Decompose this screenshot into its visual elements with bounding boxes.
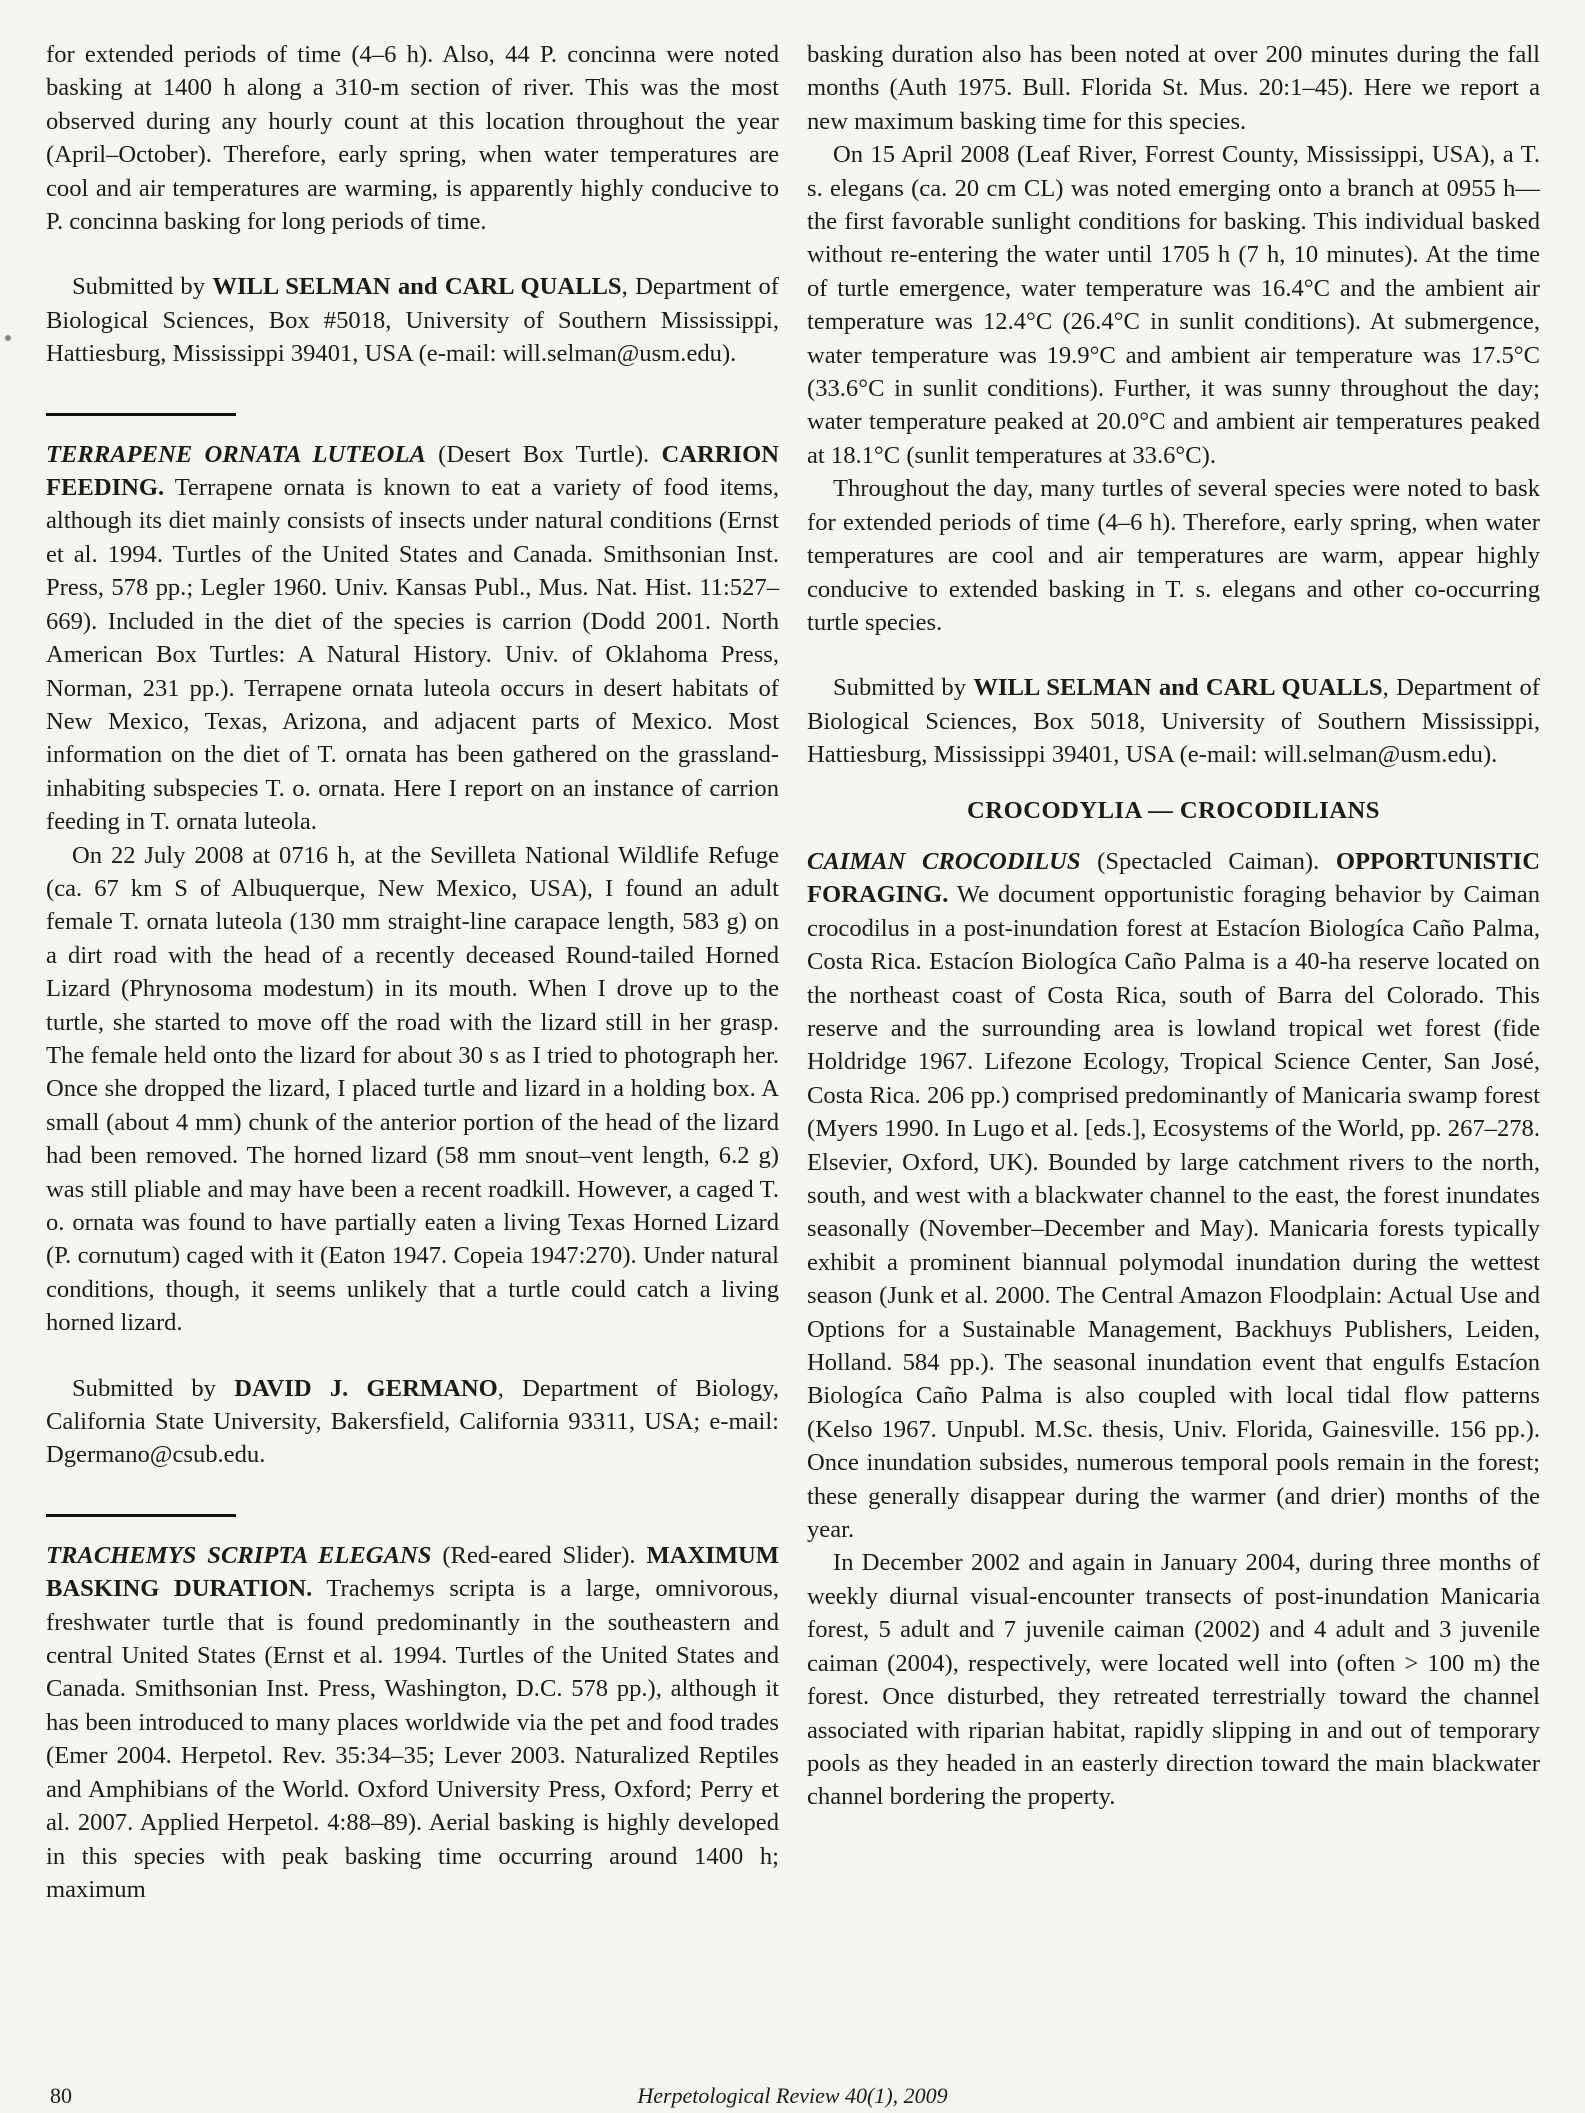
- section-heading: CROCODYLIA — CROCODILIANS: [967, 796, 1380, 824]
- article-divider: [46, 413, 236, 416]
- submitter-note-1: Submitted by WILL SELMAN and CARL QUALLS, Department of Biological Sciences, Box #5018, University of Southern Mississippi, Hattiesburg, Mississippi 39401, USA (e-mail: will.selman@usm.edu).: [46, 273, 779, 368]
- article-caiman-body: In December 2002 and again in January 2004, during three months of weekly diurnal visual-encounter transects of post-inundation Manicaria forest, 5 adult and 7 juvenile caiman (2002) and 4 adult and 3 juvenile caiman (2004), respectively, were located well into (often > 100 m) the forest. Once disturbed, they retreated terrestrially toward the channel associated with riparian habitat, rapidly slipping in and out of temporary pools as they headed in an easterly direction toward the main blackwater channel bordering the property.: [807, 1549, 1540, 1811]
- left-column: [46, 38, 779, 1906]
- article-trachemys-lead: TRACHEMYS SCRIPTA ELEGANS (Red-eared Slider). MAXIMUM BASKING DURATION. Trachemys scripta is a large, omnivorous, freshwater turtle that is found predominantly in the southeastern and central United States (Ernst et al. 1994. Turtles of the United States and Canada. Smithsonian Inst. Press, Washington, D.C. 578 pp.), although it has been introduced to many places worldwide via the pet and food trades (Emer 2004. Herpetol. Rev. 35:34–35; Lever 2003. Naturalized Reptiles and Amphibians of the World. Oxford University Press, Oxford; Perry et al. 2007. Applied Herpetol. 4:88–89). Aerial basking is highly developed in this species with peak basking time occurring around 1400 h; maximum: [46, 1541, 780, 1903]
- journal-footer: Herpetological Review 40(1), 2009: [637, 2083, 948, 2108]
- article-terrapene-lead: TERRAPENE ORNATA LUTEOLA (Desert Box Turtle). CARRION FEEDING. Terrapene ornata is known to eat a variety of food items, although its diet mainly consists of insects under natural conditions (Ernst et al. 1994. Turtles of the United States and Canada. Smithsonian Inst. Press, 578 pp.; Legler 1960. Univ. Kansas Publ., Mus. Nat. Hist. 11:527–669). Included in the diet of the species is carrion (Dodd 2001. North American Box Turtles: A Natural History. Univ. of Oklahoma Press, Norman, 231 pp.). Terrapene ornata luteola occurs in desert habitats of New Mexico, Texas, Arizona, and adjacent parts of Mexico. Most information on the diet of T. ornata has been gathered on the grassland-inhabiting subspecies T. o. ornata. Here I report on an instance of carrion feeding in T. ornata luteola.: [46, 440, 779, 836]
- submitter-names: WILL SELMAN and CARL QUALLS: [973, 674, 1383, 702]
- scan-speck: [5, 335, 11, 341]
- submitter-note-3: Submitted by WILL SELMAN and CARL QUALLS, Department of Biological Sciences, Box 5018, University of Southern Mississippi, Hattiesburg, Mississippi 39401, USA (e-mail: will.selman@usm.edu).: [807, 674, 1540, 769]
- species-name: TERRAPENE ORNATA LUTEOLA: [46, 440, 426, 468]
- article-trachemys-body: On 15 April 2008 (Leaf River, Forrest County, Mississippi, USA), a T. s. elegans (ca. 20 cm CL) was noted emerging onto a branch at 0955 h—the first favorable sunlight conditions for basking. This individual basked without re-entering the water until 1705 h (7 h, 10 minutes). At the time of turtle emergence, water temperature was 16.4°C and the ambient air temperature was 12.4°C (26.4°C in sunlit conditions). At submergence, water temperature was 19.9°C and ambient air temperature was 17.5°C (33.6°C in sunlit conditions). Further, it was sunny throughout the day; water temperature peaked at 20.0°C and ambient air temperatures peaked at 18.1°C (sunlit temperatures at 33.6°C).: [807, 141, 1540, 469]
- article-caiman-lead: CAIMAN CROCODILUS (Spectacled Caiman). OPPORTUNISTIC FORAGING. We document opportunistic foraging behavior by Caiman crocodilus in a post-inundation forest at Estacíon Biologíca Caño Palma, Costa Rica. Estacíon Biologíca Caño Palma is a 40-ha reserve located on the northeast coast of Costa Rica, south of Barra del Colorado. This reserve and the surrounding area is lowland tropical wet forest (fide Holdridge 1967. Lifezone Ecology, Tropical Science Center, San José, Costa Rica. 206 pp.) comprised predominantly of Manicaria swamp forest (Myers 1990. In Lugo et al. [eds.], Ecosystems of the World, pp. 267–278. Elsevier, Oxford, UK). Bounded by large catchment rivers to the north, south, and west with a blackwater channel to the east, the forest inundates seasonally (November–December and May). Manicaria forests typically exhibit a prominent biannual polymodal inundation during the wettest season (Junk et al. 2000. The Central Amazon Floodplain: Actual Use and Options for a Sustainable Management, Backhuys Publishers, Leiden, Holland. 584 pp.). The seasonal inundation event that engulfs Estacíon Biologíca Caño Palma is also coupled with local tidal flow patterns (Kelso 1967. Unpubl. M.Sc. thesis, Univ. Florida, Gainesville. 156 pp.). Once inundation subsides, numerous temporal pools remain in the forest; these generally disappear during the warmer (and drier) months of the year.: [807, 847, 1540, 1544]
- species-name: CAIMAN CROCODILUS: [807, 847, 1081, 875]
- article-topic: OPPORTUNISTIC FORAGING.: [807, 847, 1540, 909]
- page-number: 80: [50, 2083, 72, 2108]
- article-divider: [46, 1514, 236, 1517]
- continued-paragraph: basking duration also has been noted at over 200 minutes during the fall months (Auth 1975. Bull. Florida St. Mus. 20:1–45). Here we report a new maximum basking time for this species.: [807, 41, 1540, 135]
- submitter-names: WILL SELMAN and CARL QUALLS: [212, 273, 622, 301]
- continued-paragraph: for extended periods of time (4–6 h). Also, 44 P. concinna were noted basking at 1400 h along a 310-m section of river. This was the most observed during any hourly count at this location throughout the year (April–October). Therefore, early spring, when water temperatures are cool and air temperatures are warming, is apparently highly conducive to P. concinna basking for long periods of time.: [46, 41, 779, 236]
- article-topic: CARRION FEEDING.: [46, 440, 779, 502]
- right-column: [807, 38, 1540, 1814]
- submitter-names: DAVID J. GERMANO: [234, 1374, 498, 1402]
- article-trachemys-conclusion: Throughout the day, many turtles of several species were noted to bask for extended periods of time (4–6 h). Therefore, early spring, when water temperatures are cool and air temperatures are warm, appear highly conducive to extended basking in T. s. elegans and other co-occurring turtle species.: [807, 475, 1540, 636]
- article-terrapene-body: On 22 July 2008 at 0716 h, at the Sevilleta National Wildlife Refuge (ca. 67 km S of Albuquerque, New Mexico, USA), I found an adult female T. ornata luteola (130 mm straight-line carapace length, 583 g) on a dirt road with the head of a recently deceased Round-tailed Horned Lizard (Phrynosoma modestum) in its mouth. When I drove up to the turtle, she started to move off the road with the lizard still in her grasp. The female held onto the lizard for about 30 s as I tried to photograph her. Once she dropped the lizard, I placed turtle and lizard in a holding box. A small (about 4 mm) chunk of the anterior portion of the head of the lizard had been removed. The horned lizard (58 mm snout–vent length, 6.2 g) was still pliable and may have been a recent roadkill. However, a caged T. o. ornata was found to have partially eaten a living Texas Horned Lizard (P. cornutum) caged with it (Eaton 1947. Copeia 1947:270). Under natural conditions, though, it seems unlikely that a turtle could catch a living horned lizard.: [46, 841, 779, 1337]
- article-topic: MAXIMUM BASKING DURATION.: [46, 1541, 780, 1603]
- submitter-note-2: Submitted by DAVID J. GERMANO, Department of Biology, California State University, Bakersfield, California 93311, USA; e-mail: Dgermano@csub.edu.: [46, 1374, 779, 1469]
- species-name: TRACHEMYS SCRIPTA ELEGANS: [46, 1541, 432, 1569]
